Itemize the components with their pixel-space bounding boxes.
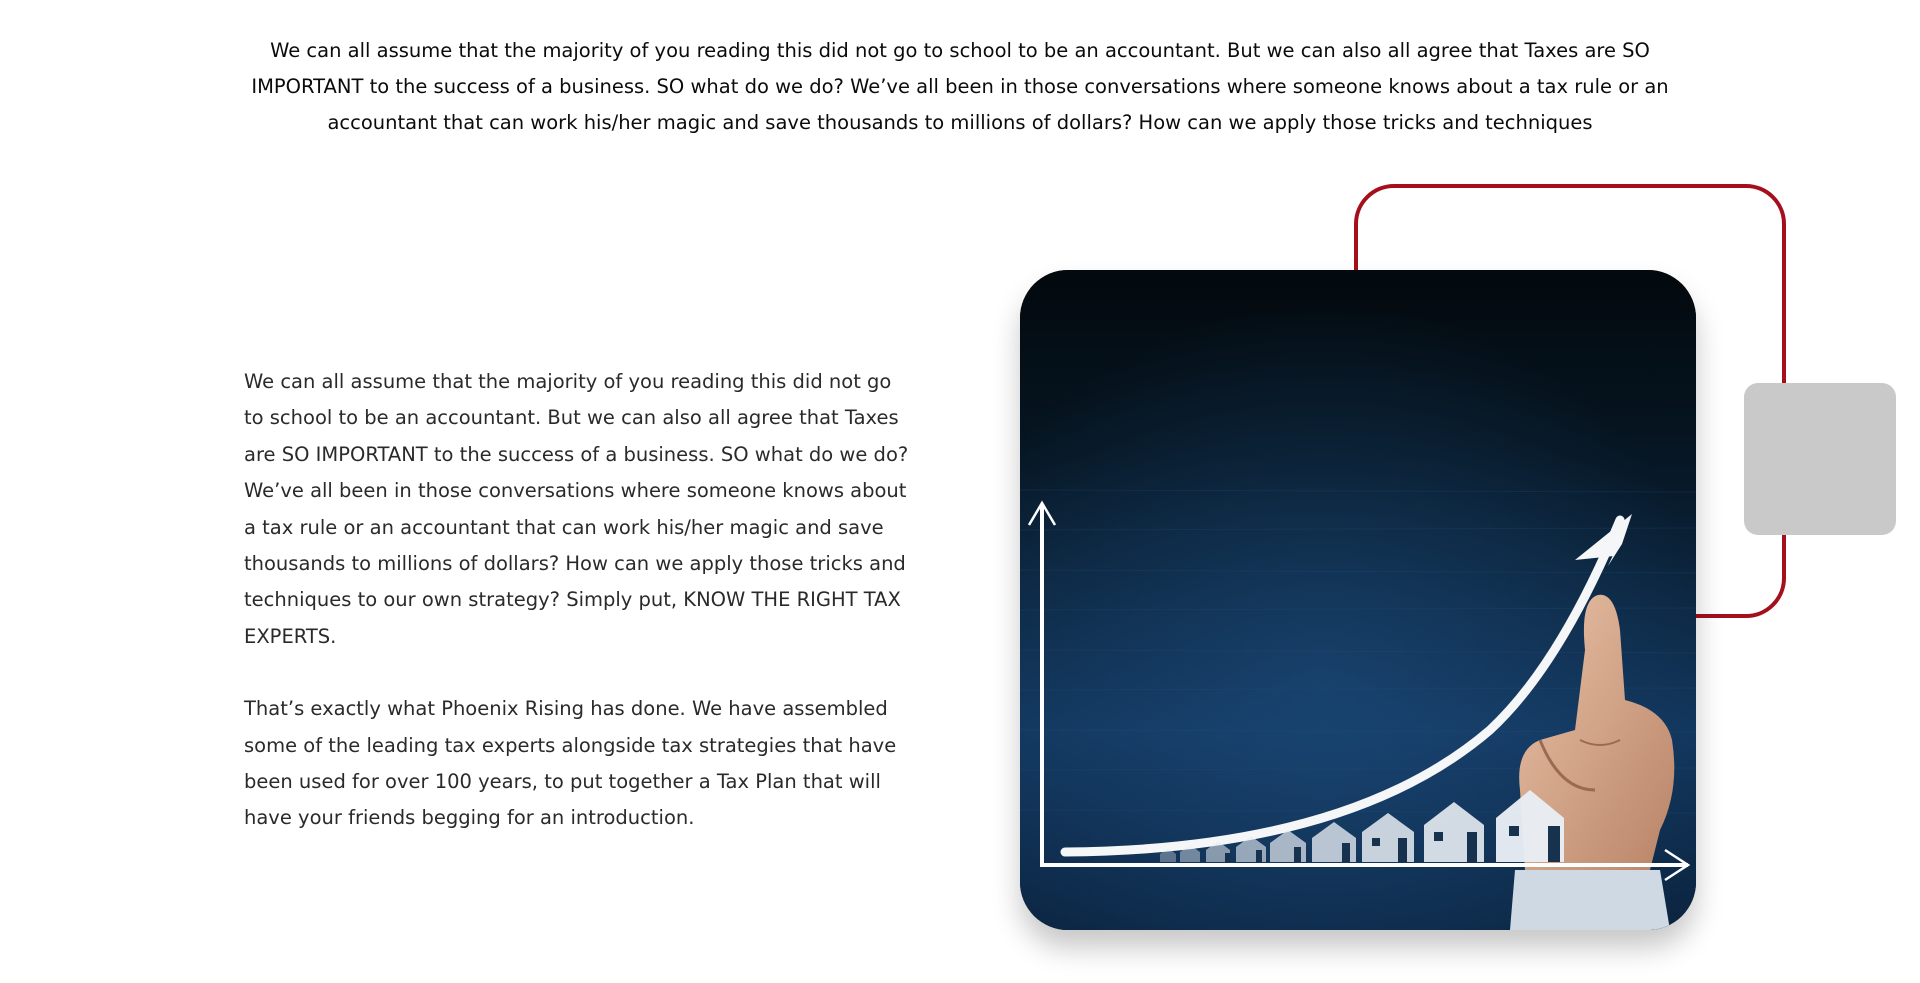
body-paragraph-2: That’s exactly what Phoenix Rising has done. We have assembled some of the leading tax experts alongside tax strategies that have been used for over 100 years, to put together a Tax Plan that will have your friends begging for an introduction.	[244, 697, 897, 830]
hero-image	[1020, 270, 1696, 930]
decorative-gray-block	[1744, 383, 1896, 535]
body-paragraph-1: We can all assume that the majority of you reading this did not go to school to be an accountant. But we can also all agree that Taxes are SO IMPORTANT to the success of a business. SO what do we do? We’ve all been in those conversations where someone knows about a tax rule or an accountant that can work his/her magic and save thousands to millions of dollars? How can we apply those tricks and techniques to our own strategy? Simply put, KNOW THE RIGHT TAX EXPERTS.	[244, 370, 909, 648]
intro-text: We can all assume that the majority of you reading this did not go to school to be an accountant. But we can also all agree that Taxes are SO IMPORTANT to the success of a business. SO what do we do? We’ve all been in those conversations where someone knows about a tax rule or an accountant that can work his/her magic and save thousands to millions of dollars? How can we apply those tricks and techniques	[251, 39, 1669, 134]
body-copy	[244, 364, 914, 873]
growth-chart-illustration	[1020, 270, 1696, 930]
